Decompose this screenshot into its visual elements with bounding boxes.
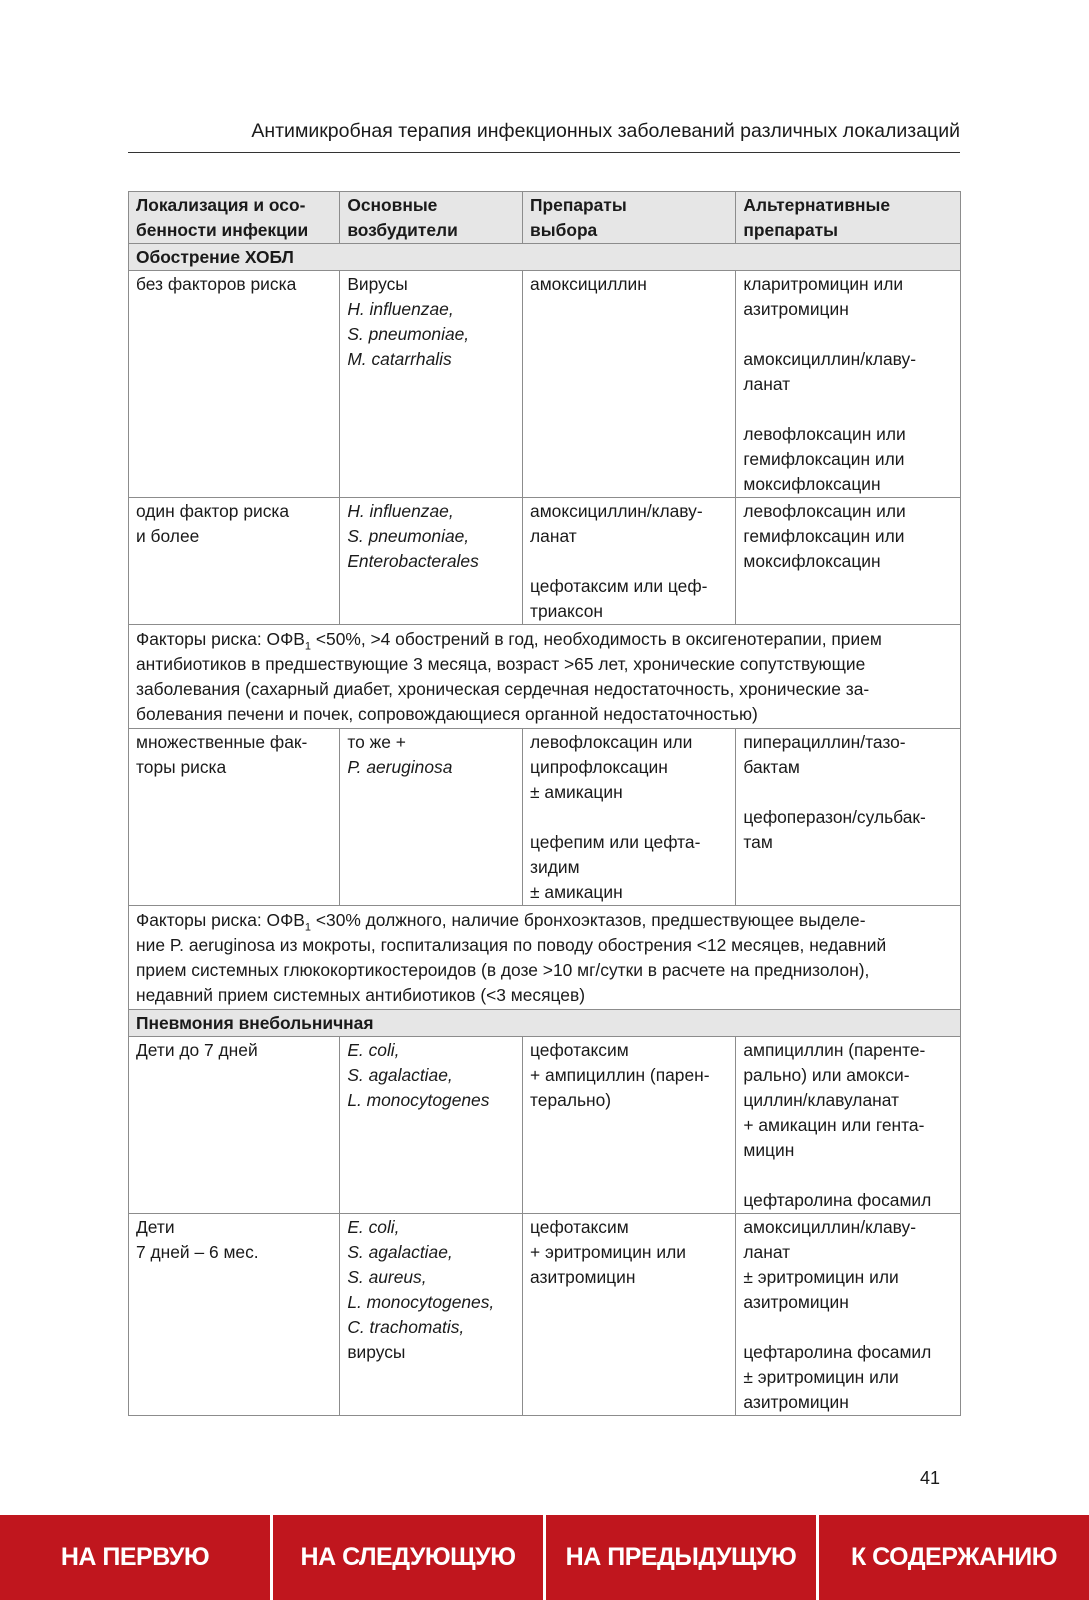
section-row-copd (129, 244, 961, 271)
running-header: Антимикробная терапия инфекционных заболеваний различных локализаций (251, 120, 960, 142)
text-line: мицин (743, 1140, 795, 1160)
text-line: ампициллин (паренте- (743, 1040, 926, 1060)
text-line: цефотаксим или цеф- (530, 576, 708, 596)
text-line: циллин/клавуланат (743, 1090, 899, 1110)
cell-localization (129, 1037, 340, 1214)
text-line: Препараты (530, 195, 627, 215)
alternative-group (743, 805, 953, 855)
text-line: цефтаролина фосамил (743, 1342, 932, 1362)
text-line: пиперациллин/тазо- (743, 732, 906, 752)
pathogen-list (347, 297, 515, 372)
spacer (530, 549, 728, 574)
alternative-group (743, 422, 953, 497)
text-line: зидим (530, 857, 580, 877)
text-line: там (743, 832, 773, 852)
text-line: антибиотиков в предшествующие 3 месяца, возраст >65 лет, хронические сопутствующие (136, 654, 866, 674)
page-number: 41 (919, 1468, 940, 1488)
text-line: цефотаксим (530, 1217, 629, 1237)
text-line: азитромицин (743, 1292, 849, 1312)
text-line: Дети до 7 дней (136, 1040, 258, 1060)
alternative-group (743, 1188, 953, 1213)
text-line: цефепим или цефта- (530, 832, 701, 852)
cell-alternatives (736, 729, 961, 906)
cell-pathogens (340, 729, 523, 906)
text-line: ципрофлоксацин (530, 757, 668, 777)
text-line: один фактор риска (136, 501, 290, 521)
first-page-button[interactable]: НА ПЕРВУЮ (0, 1515, 270, 1600)
cell-localization (129, 498, 340, 625)
text-line: моксифлоксацин (743, 551, 881, 571)
text-line: азитромицин (743, 1392, 849, 1412)
note-first-line (136, 908, 953, 933)
text-line: + амикацин или гента- (743, 1115, 925, 1135)
text-line: ± эритромицин или (743, 1267, 899, 1287)
cell-drugs (523, 271, 736, 498)
pathogen-text: вирусы (347, 1342, 406, 1362)
text-line: терально) (530, 1090, 612, 1110)
cell-alternatives (736, 271, 961, 498)
text-line: ± амикацин (530, 882, 623, 902)
text-line: без факторов риска (136, 274, 297, 294)
text-line: торы риска (136, 757, 227, 777)
text-line: бенности инфекции (136, 220, 309, 240)
alternative-group (743, 730, 953, 780)
text-line: S. pneumoniae, (347, 324, 470, 344)
text-line: ланат (530, 526, 577, 546)
text-line: недавний прием системных антибиотиков (<3 месяцев) (136, 985, 586, 1005)
text-line: препараты (743, 220, 839, 240)
spacer (743, 397, 953, 422)
risk-factors-note (129, 625, 961, 729)
text-line: прием системных глюкокортикостероидов (в дозе >10 мг/сутки в расчете на преднизолон), (136, 960, 870, 980)
text-line: + ампициллин (парен- (530, 1065, 710, 1085)
cell-drugs (523, 498, 736, 625)
text-line: моксифлоксацин (743, 474, 881, 494)
column-header-localization (129, 192, 340, 244)
spacer (743, 322, 953, 347)
spacer (743, 1163, 953, 1188)
text-line: Дети (136, 1217, 175, 1237)
cell-pathogens (340, 1214, 523, 1416)
text-line: бактам (743, 757, 800, 777)
text-line: амоксициллин (530, 274, 647, 294)
text-line: амоксициллин/клаву- (743, 349, 916, 369)
text-line: S. pneumoniae, (347, 526, 470, 546)
alternative-group (743, 272, 953, 322)
text-line: левофлоксацин или (743, 424, 906, 444)
section-title-pneumonia: Пневмония внебольничная (129, 1010, 961, 1037)
text-line: ланат (743, 374, 791, 394)
pathogen-text: то же + (347, 732, 406, 752)
spacer (743, 1315, 953, 1340)
navigation-bar (0, 1515, 1089, 1600)
cell-pathogens (340, 1037, 523, 1214)
note-subscript: 1 (304, 921, 312, 934)
text-line: + эритромицин или (530, 1242, 686, 1262)
drug-group (530, 574, 728, 624)
text-line: H. influenzae, (347, 299, 454, 319)
text-line: цефтаролина фосамил (743, 1190, 932, 1210)
cell-localization (129, 1214, 340, 1416)
text-line: кларитромицин или (743, 274, 904, 294)
column-header-alternative-drugs (736, 192, 961, 244)
note-lines (136, 933, 953, 1008)
text-line: гемифлоксацин или (743, 449, 905, 469)
text-line: Альтернативные (743, 195, 891, 215)
table-header-row (129, 192, 961, 244)
note-prefix: Факторы риска: ОФВ (136, 629, 305, 649)
column-header-pathogens (340, 192, 523, 244)
text-line: ланат (743, 1242, 791, 1262)
next-page-button[interactable]: НА СЛЕДУЮЩУЮ (273, 1515, 543, 1600)
text-line: левофлоксацин или (743, 501, 906, 521)
alternative-group (743, 1215, 953, 1315)
table-row (129, 498, 961, 625)
text-line: Enterobacterales (347, 551, 479, 571)
text-line: 7 дней – 6 мес. (136, 1242, 259, 1262)
text-line: и более (136, 526, 200, 546)
section-title-copd: Обострение ХОБЛ (129, 244, 961, 271)
text-line: L. monocytogenes (347, 1090, 490, 1110)
text-line: S. agalactiae, (347, 1065, 453, 1085)
note-first-rest: <30% должного, наличие бронхоэктазов, предшествующее выделе- (311, 910, 866, 930)
text-line: L. monocytogenes, (347, 1292, 495, 1312)
text-line: E. coli, (347, 1217, 400, 1237)
section-row-pneumonia (129, 1010, 961, 1037)
note-subscript: 1 (304, 640, 312, 653)
drug-group (530, 499, 728, 549)
text-line: амоксициллин/клаву- (530, 501, 703, 521)
text-line: цефотаксим (530, 1040, 629, 1060)
text-line: C. trachomatis, (347, 1317, 465, 1337)
alternative-group (743, 347, 953, 397)
note-lines (136, 652, 953, 727)
spacer (743, 780, 953, 805)
text-line: E. coli, (347, 1040, 400, 1060)
therapy-table (128, 191, 961, 1416)
text-line: рально) или амокси- (743, 1065, 910, 1085)
text-line: Локализация и осо- (136, 195, 306, 215)
text-line: M. catarrhalis (347, 349, 452, 369)
cell-alternatives (736, 1037, 961, 1214)
text-line: болевания печени и почек, сопровождающиеся органной недостаточностью) (136, 704, 758, 724)
spacer (530, 805, 728, 830)
note-first-line (136, 627, 953, 652)
text-line: цефоперазон/сульбак- (743, 807, 926, 827)
drug-group (530, 730, 728, 805)
pathogen-text: Вирусы (347, 274, 408, 294)
text-line: заболевания (сахарный диабет, хроническая сердечная недостаточность, хронические за- (136, 679, 870, 699)
pathogen-list (347, 1215, 515, 1340)
table-row (129, 271, 961, 498)
table-row (129, 729, 961, 906)
text-line: возбудители (347, 220, 458, 240)
text-line: S. aureus, (347, 1267, 427, 1287)
cell-localization (129, 729, 340, 906)
text-line: Основные (347, 195, 438, 215)
table-of-contents-button[interactable]: К СОДЕРЖАНИЮ (819, 1515, 1089, 1600)
pathogen-list (347, 755, 515, 780)
text-line: ние P. aeruginosa из мокроты, госпитализация по поводу обострения <12 месяцев, недавний (136, 935, 887, 955)
text-line: ± эритромицин или (743, 1367, 899, 1387)
text-line: S. agalactiae, (347, 1242, 453, 1262)
text-line: амоксициллин/клаву- (743, 1217, 916, 1237)
cell-localization (129, 271, 340, 498)
cell-pathogens (340, 498, 523, 625)
cell-drugs (523, 1214, 736, 1416)
cell-drugs (523, 1037, 736, 1214)
cell-alternatives (736, 498, 961, 625)
cell-alternatives (736, 1214, 961, 1416)
cell-pathogens (340, 271, 523, 498)
text-line: триаксон (530, 601, 604, 621)
text-line: азитромицин (530, 1267, 636, 1287)
text-line: P. aeruginosa (347, 757, 453, 777)
risk-factors-note (129, 906, 961, 1010)
alternative-group (743, 1038, 953, 1163)
text-line: ± амикацин (530, 782, 623, 802)
text-line: левофлоксацин или (530, 732, 693, 752)
risk-factors-note-cell (129, 906, 961, 1010)
previous-page-button[interactable]: НА ПРЕДЫДУЩУЮ (546, 1515, 816, 1600)
cell-drugs (523, 729, 736, 906)
note-prefix: Факторы риска: ОФВ (136, 910, 305, 930)
text-line: H. influenzae, (347, 501, 454, 521)
note-first-rest: <50%, >4 обострений в год, необходимость в оксигенотерапии, прием (311, 629, 882, 649)
text-line: множественные фак- (136, 732, 308, 752)
risk-factors-note-cell (129, 625, 961, 729)
text-line: выбора (530, 220, 598, 240)
alternative-group (743, 1340, 953, 1415)
table-row (129, 1037, 961, 1214)
header-rule (128, 152, 960, 153)
drug-group (530, 830, 728, 905)
column-header-drugs-of-choice (523, 192, 736, 244)
table-row (129, 1214, 961, 1416)
text-line: гемифлоксацин или (743, 526, 905, 546)
text-line: азитромицин (743, 299, 849, 319)
